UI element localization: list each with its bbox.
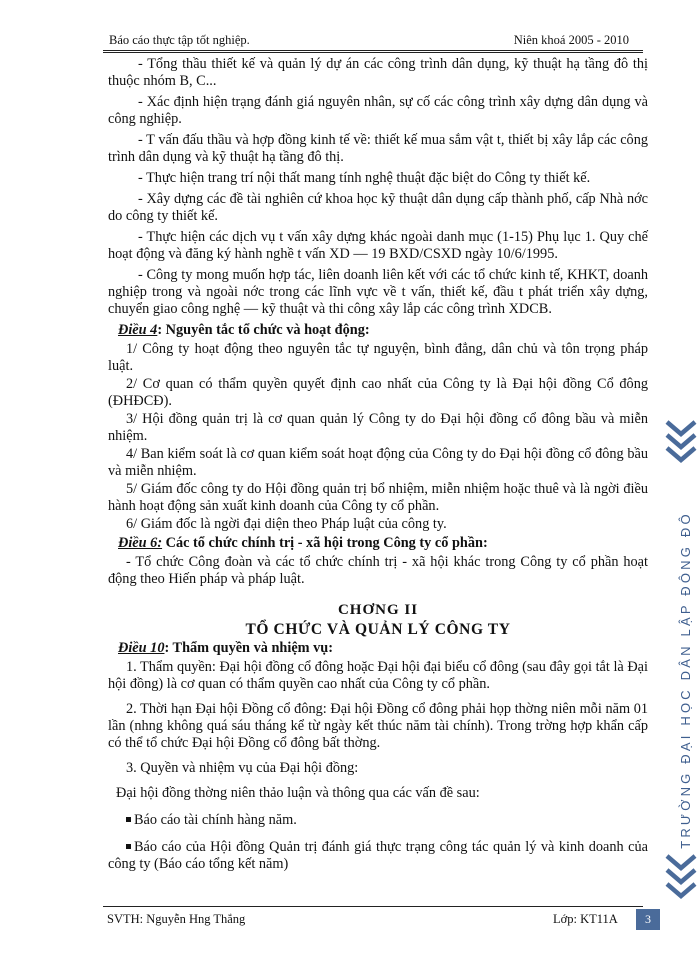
- article-10-number: Điều 10: [118, 640, 165, 656]
- page-number: 3: [636, 909, 660, 930]
- article-4-number: Điều 4: [118, 322, 158, 338]
- list-item: [108, 812, 648, 829]
- footer-student: SVTH: Nguyễn Hng Thắng: [107, 912, 246, 926]
- page-footer: [103, 910, 643, 930]
- header-rule-2: [103, 52, 643, 53]
- article-4-title: : Nguyên tắc tổ chức và hoạt động:: [157, 322, 370, 338]
- article-6-number: Điều 6:: [118, 535, 163, 551]
- intro-paragraph: - Tổng thầu thiết kế và quản lý dự án các công trình dân dụng, kỹ thuật hạ tầng đô thị thuộc nhóm B, C...: [108, 56, 648, 89]
- chapter-title: TỔ CHỨC VÀ QUẢN LÝ CÔNG TY: [245, 621, 511, 638]
- chapter-label: CHƠNG II: [337, 602, 419, 618]
- bullet-text: Báo cáo của Hội đồng Quản trị đánh giá thực trạng công tác quản lý và kinh doanh của công ty (Báo cáo tổng kết năm): [108, 839, 648, 872]
- intro-paragraph: - Xác định hiện trạng đánh giá nguyên nhân, sự cố các công trình xây dựng dân dụng và công nghiệp.: [108, 94, 648, 127]
- article-6-heading: [108, 535, 648, 552]
- article-4-heading: [108, 322, 648, 339]
- intro-paragraph: - T vấn đấu thầu và hợp đồng kinh tế về: thiết kế mua sắm vật t, thiết bị xây lắp các công trình dân dụng và kỹ thuật hạ tầng đô thị.: [108, 132, 648, 165]
- header-academic-year: Niên khoá 2005 - 2010: [513, 33, 629, 47]
- intro-paragraph: - Công ty mong muốn hợp tác, liên doanh liên kết với các tổ chức kinh tế, KHKT, doanh nghiệp trong và ngoài nớc trong các lĩnh vực về t vấn, thiết kế, đầu t phát triển xây dựng, chuyển giao công nghệ — kỹ thuật và thi công xây lắp các công trình XDCB.: [108, 267, 648, 317]
- header-rule-1: [103, 50, 643, 51]
- article-4-item: 5/ Giám đốc công ty do Hội đồng quản trị bổ nhiệm, miễn nhiệm hoặc thuê và là ngời điều hành hoạt động sản xuất kinh doanh của Công ty cổ phần.: [108, 481, 648, 514]
- school-watermark: [668, 460, 700, 900]
- chevron-down-icon: [664, 418, 698, 464]
- article-10-title: : Thẩm quyền và nhiệm vụ:: [164, 640, 334, 656]
- article-6-text: - Tổ chức Công đoàn và các tổ chức chính trị - xã hội khác trong Công ty cổ phần hoạt động theo Hiến pháp và pháp luật.: [108, 554, 648, 587]
- list-item: [108, 839, 648, 873]
- intro-paragraph: - Thực hiện trang trí nội thất mang tính nghệ thuật đặc biệt do Công ty thiết kế.: [138, 170, 591, 186]
- footer-class: Lớp: KT11A: [553, 912, 618, 926]
- article-10-item: 1. Thẩm quyền: Đại hội đồng cổ đông hoặc Đại hội đại biểu cổ đông (sau đây gọi tắt là Đại hội đồng) là cơ quan có thẩm quyền cao nhất của Công ty cổ phần.: [108, 659, 648, 692]
- article-4-item: 3/ Hội đồng quản trị là cơ quan quản lý Công ty do Đại hội đồng cổ đông bầu và miễn nhiệm.: [108, 411, 648, 444]
- page-header: [103, 33, 643, 51]
- article-10-item: 3. Quyền và nhiệm vụ của Đại hội đồng:: [126, 760, 359, 776]
- article-10-item: 2. Thời hạn Đại hội Đồng cổ đông: Đại hội Đồng cổ đông phải họp thờng niên mỗi năm 01 lần (nhng không quá sáu tháng kể từ ngày kết thúc năm tài chính). Trong trờng hợp khẩn cấp có thể tổ chức Đại hội Đồng cổ đông bất thờng.: [108, 701, 648, 751]
- article-4-item: 4/ Ban kiểm soát là cơ quan kiểm soát hoạt động của Công ty do Đại hội đồng cổ đông bầu và miễn nhiệm.: [108, 446, 648, 479]
- intro-paragraph: - Thực hiện các dịch vụ t vấn xây dựng khác ngoài danh mục (1-15) Phụ lục 1. Quy chế hoạt động và đăng ký hành nghề t vấn XD — 19 BXD/CSXD ngày 10/6/1995.: [108, 229, 648, 262]
- header-report-title: Báo cáo thực tập tốt nghiệp.: [109, 33, 250, 47]
- bullet-text: Báo cáo tài chính hàng năm.: [134, 812, 297, 828]
- chevron-down-icon: [664, 852, 698, 902]
- watermark-text: TRƯỜNG ĐẠI HỌC DÂN LẬP ĐÔNG ĐÔ: [678, 511, 693, 849]
- article-10-item: Đại hội đồng thờng niên thảo luận và thông qua các vấn đề sau:: [116, 785, 480, 801]
- article-4-item: 6/ Giám đốc là ngời đại diện theo Pháp luật của công ty.: [126, 516, 447, 532]
- article-4-item: 1/ Công ty hoạt động theo nguyên tắc tự nguyện, bình đẳng, dân chủ và tôn trọng pháp luật.: [108, 341, 648, 374]
- footer-rule: [103, 906, 643, 907]
- article-6-title: Các tổ chức chính trị - xã hội trong Công ty cổ phần:: [162, 535, 488, 551]
- square-bullet-icon: [126, 844, 131, 849]
- article-4-item: 2/ Cơ quan có thẩm quyền quyết định cao nhất của Công ty là Đại hội đồng Cổ đông (ĐHĐCĐ).: [108, 376, 648, 409]
- document-body: [108, 56, 648, 873]
- article-10-heading: [108, 640, 648, 657]
- intro-paragraph: - Xây dựng các đề tài nghiên cứ khoa học kỹ thuật dân dụng cấp thành phố, cấp Nhà nớc do công ty thiết kế.: [108, 191, 648, 224]
- square-bullet-icon: [126, 817, 131, 822]
